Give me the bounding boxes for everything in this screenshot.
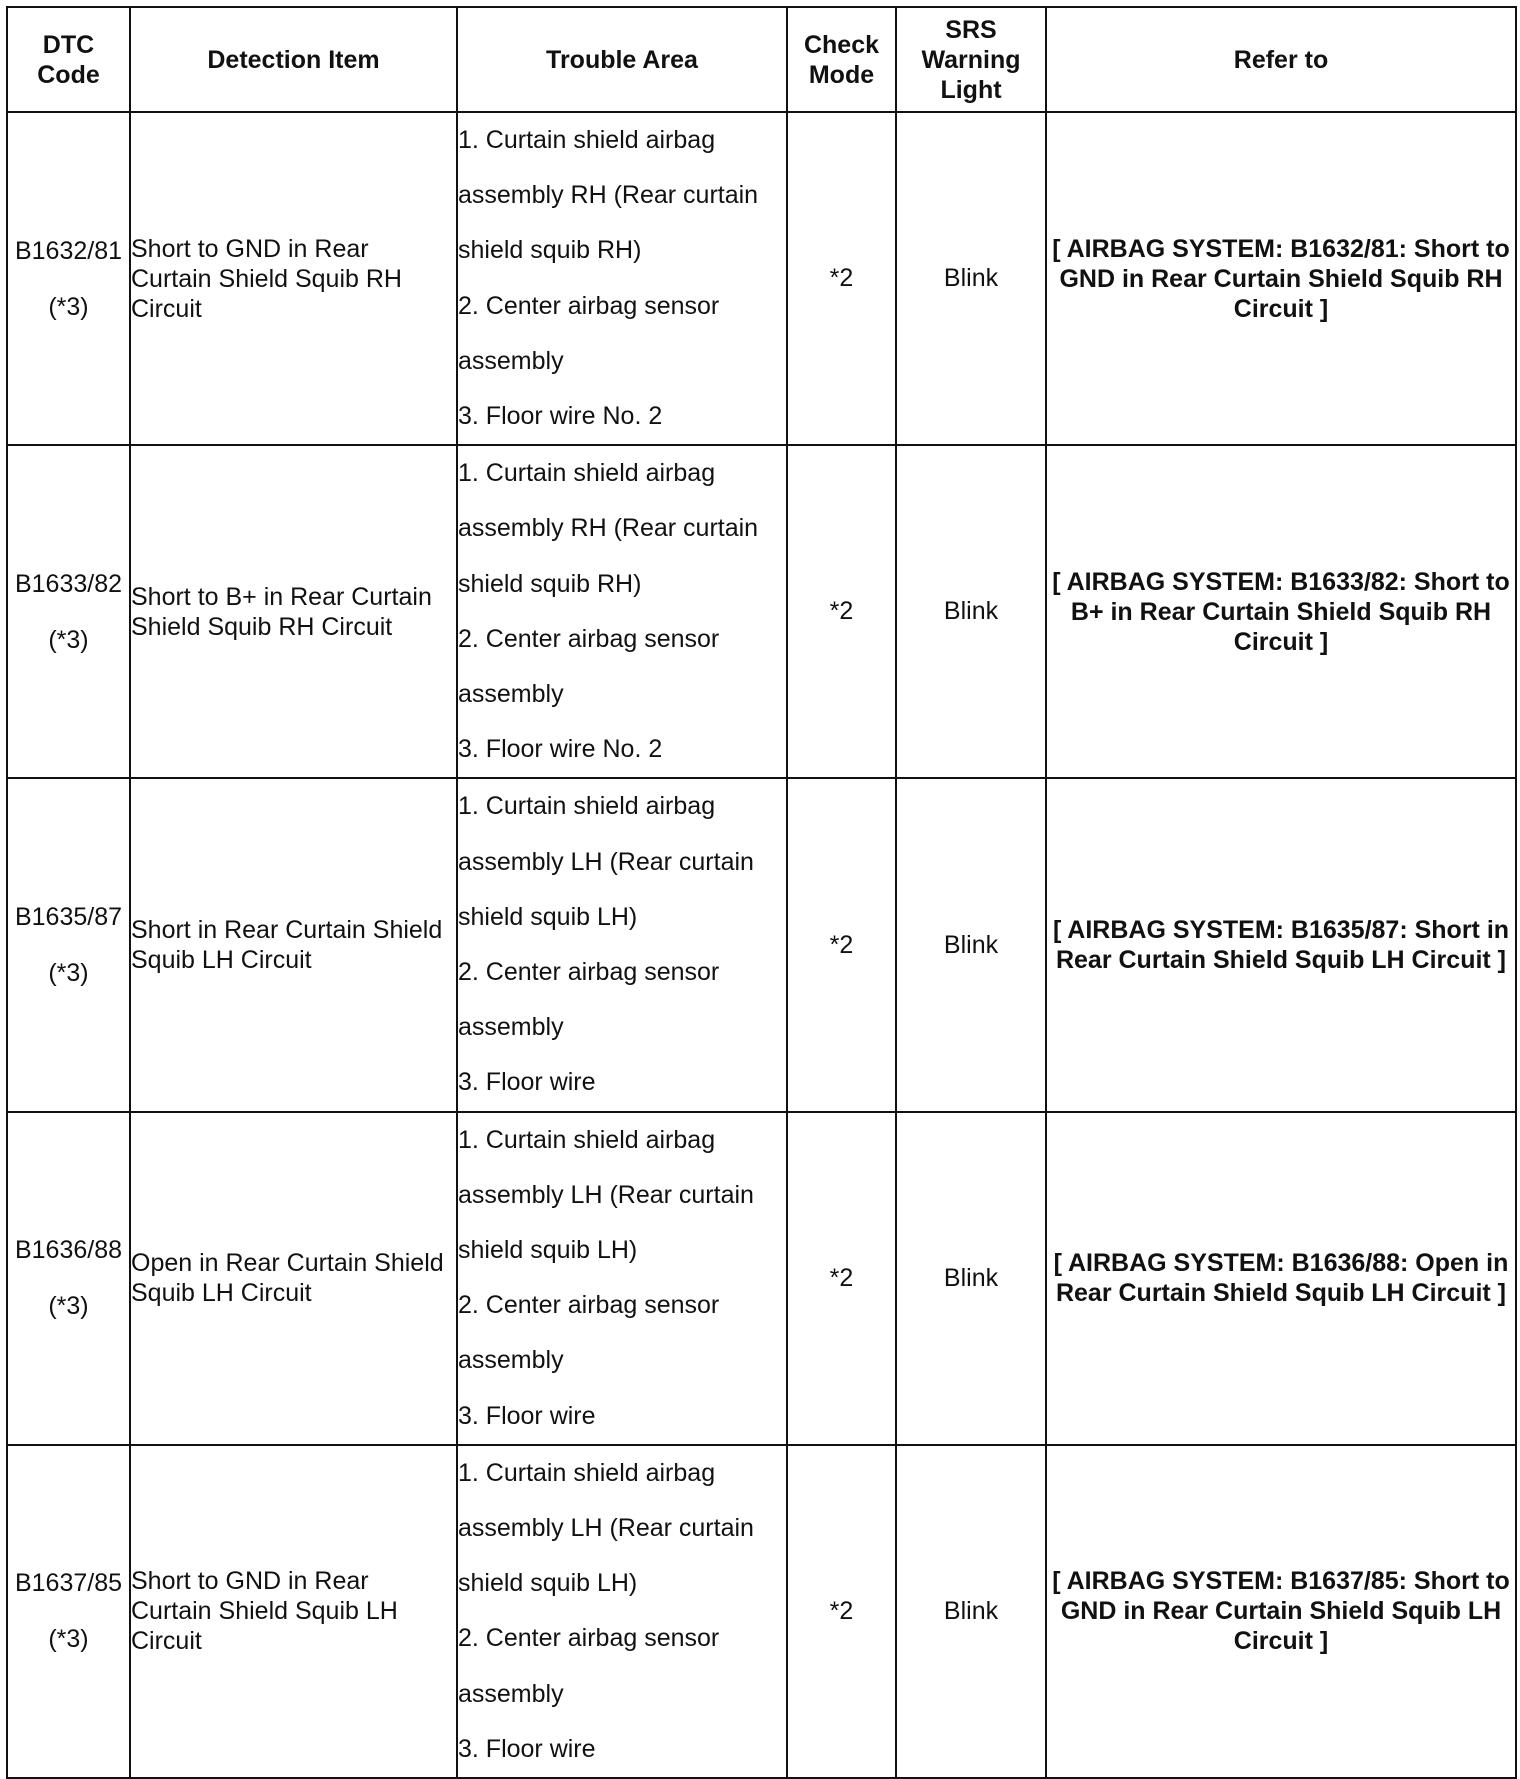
trouble-area-line: shield squib RH): [458, 236, 642, 265]
trouble-area-line: assembly RH (Rear curtain: [458, 514, 759, 543]
header-srs-warning-light-label: SRS Warning Light: [921, 15, 1021, 104]
refer-to-link[interactable]: [ AIRBAG SYSTEM: B1633/82: Short to B+ in Rear Curtain Shield Squib RH Circuit ]: [1046, 445, 1516, 778]
trouble-area-line: 1. Curtain shield airbag: [458, 1125, 716, 1154]
detection-item: Short to B+ in Rear Curtain Shield Squib RH Circuit: [130, 445, 457, 778]
dtc-code: B1632/81: [14, 236, 123, 265]
check-mode: *2: [787, 1445, 896, 1778]
check-mode: *2: [787, 1112, 896, 1445]
check-mode: *2: [787, 112, 896, 445]
refer-to-link[interactable]: [ AIRBAG SYSTEM: B1636/88: Open in Rear Curtain Shield Squib LH Circuit ]: [1046, 1112, 1516, 1445]
header-detection-item-label: Detection Item: [207, 45, 380, 74]
dtc-code-cell: [7, 1445, 130, 1778]
trouble-area-line: assembly LH (Rear curtain: [458, 1514, 754, 1543]
trouble-area: [457, 445, 787, 778]
srs-warning-light: Blink: [896, 778, 1046, 1111]
dtc-note: (*3): [48, 959, 89, 988]
trouble-area-line: assembly LH (Rear curtain: [458, 1180, 754, 1209]
dtc-code: B1636/88: [14, 1236, 123, 1265]
trouble-area-line: shield squib LH): [458, 1569, 638, 1598]
dtc-table: [6, 6, 1517, 1779]
detection-item: Short in Rear Curtain Shield Squib LH Circuit: [130, 778, 457, 1111]
srs-warning-light: Blink: [896, 1112, 1046, 1445]
trouble-area-line: 3. Floor wire: [458, 1068, 596, 1097]
dtc-code: B1633/82: [14, 569, 123, 598]
trouble-area-line: 2. Center airbag sensor: [458, 624, 720, 653]
dtc-note: (*3): [48, 1625, 89, 1654]
trouble-area-line: 2. Center airbag sensor: [458, 1624, 720, 1653]
table-row: [7, 112, 1516, 445]
trouble-area-line: 1. Curtain shield airbag: [458, 792, 716, 821]
trouble-area-line: 2. Center airbag sensor: [458, 291, 720, 320]
refer-to-link[interactable]: [ AIRBAG SYSTEM: B1635/87: Short in Rear Curtain Shield Squib LH Circuit ]: [1046, 778, 1516, 1111]
trouble-area-line: shield squib LH): [458, 902, 638, 931]
detection-item: Short to GND in Rear Curtain Shield Squib LH Circuit: [130, 1445, 457, 1778]
trouble-area-line: assembly: [458, 346, 564, 375]
trouble-area-line: 3. Floor wire No. 2: [458, 735, 663, 764]
trouble-area: [457, 1112, 787, 1445]
dtc-code-cell: [7, 778, 130, 1111]
trouble-area-line: 1. Curtain shield airbag: [458, 459, 716, 488]
dtc-code-cell: [7, 1112, 130, 1445]
header-check-mode: [787, 7, 896, 112]
trouble-area: [457, 778, 787, 1111]
refer-to-link[interactable]: [ AIRBAG SYSTEM: B1632/81: Short to GND in Rear Curtain Shield Squib RH Circuit ]: [1046, 112, 1516, 445]
trouble-area-line: assembly RH (Rear curtain: [458, 181, 759, 210]
header-check-mode-label: Check Mode: [803, 30, 880, 89]
dtc-note: (*3): [48, 1292, 89, 1321]
trouble-area-line: assembly: [458, 1013, 564, 1042]
dtc-table-container: [6, 6, 1517, 1779]
trouble-area-line: assembly: [458, 1346, 564, 1375]
trouble-area-line: shield squib RH): [458, 569, 642, 598]
srs-warning-light: Blink: [896, 1445, 1046, 1778]
header-refer-to-label: Refer to: [1233, 45, 1329, 74]
header-detection-item: [130, 7, 457, 112]
detection-item: Open in Rear Curtain Shield Squib LH Circuit: [130, 1112, 457, 1445]
dtc-note: (*3): [48, 292, 89, 321]
srs-warning-light: Blink: [896, 112, 1046, 445]
trouble-area: [457, 112, 787, 445]
dtc-code-cell: [7, 112, 130, 445]
trouble-area-line: shield squib LH): [458, 1236, 638, 1265]
header-trouble-area: [457, 7, 787, 112]
table-row: [7, 445, 1516, 778]
table-row: [7, 1445, 1516, 1778]
trouble-area-line: 2. Center airbag sensor: [458, 958, 720, 987]
trouble-area-line: assembly: [458, 1679, 564, 1708]
header-row: [7, 7, 1516, 112]
header-srs-warning-light: [896, 7, 1046, 112]
header-trouble-area-label: Trouble Area: [546, 45, 698, 74]
dtc-note: (*3): [48, 625, 89, 654]
table-row: [7, 778, 1516, 1111]
refer-to-link[interactable]: [ AIRBAG SYSTEM: B1637/85: Short to GND in Rear Curtain Shield Squib LH Circuit ]: [1046, 1445, 1516, 1778]
trouble-area: [457, 1445, 787, 1778]
table-row: [7, 1112, 1516, 1445]
header-dtc-code-label: DTC Code: [37, 30, 100, 89]
trouble-area-line: 3. Floor wire No. 2: [458, 402, 663, 431]
trouble-area-line: assembly LH (Rear curtain: [458, 847, 754, 876]
dtc-code: B1635/87: [14, 903, 123, 932]
trouble-area-line: 1. Curtain shield airbag: [458, 1458, 716, 1487]
check-mode: *2: [787, 445, 896, 778]
header-refer-to: [1046, 7, 1516, 112]
detection-item: Short to GND in Rear Curtain Shield Squib RH Circuit: [130, 112, 457, 445]
check-mode: *2: [787, 778, 896, 1111]
srs-warning-light: Blink: [896, 445, 1046, 778]
trouble-area-line: 1. Curtain shield airbag: [458, 126, 716, 154]
header-dtc-code: [7, 7, 130, 112]
trouble-area-line: 3. Floor wire: [458, 1734, 596, 1763]
trouble-area-line: 2. Center airbag sensor: [458, 1291, 720, 1320]
trouble-area-line: 3. Floor wire: [458, 1401, 596, 1430]
dtc-code-cell: [7, 445, 130, 778]
dtc-code: B1637/85: [14, 1569, 123, 1598]
trouble-area-line: assembly: [458, 680, 564, 709]
